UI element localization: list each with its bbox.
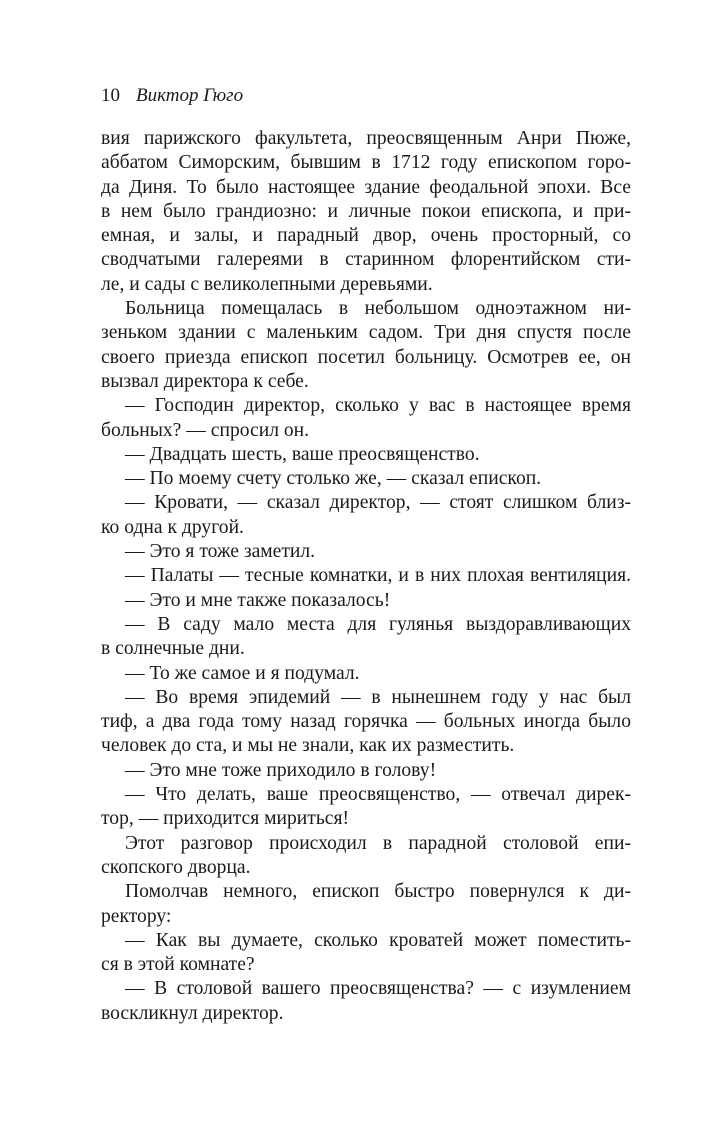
text-line: сводчатыми галереями в старинном флорентийском сти- xyxy=(101,249,631,271)
running-head xyxy=(101,84,243,108)
text-line: емная, и залы, и парадный двор, очень просторный, со xyxy=(101,225,631,247)
text-line: зеньком здании с маленьким садом. Три дня спустя после xyxy=(101,322,631,344)
author-name: Виктор Гюго xyxy=(136,85,244,106)
text-line: да Диня. То было настоящее здание феодальной эпохи. Все xyxy=(101,176,631,198)
text-line: воскликнул директор. xyxy=(101,1002,284,1024)
text-line: — По моему счету столько же, — сказал епископ. xyxy=(125,468,542,490)
text-line: больных? — спросил он. xyxy=(101,419,310,441)
text-line: — Во время эпидемий — в нынешнем году у нас был xyxy=(125,686,631,708)
text-line: Больница помещалась в небольшом одноэтажном ни- xyxy=(125,298,631,320)
text-line: ко одна к другой. xyxy=(101,516,244,538)
text-line: тиф, а два года тому назад горячка — больных иногда было xyxy=(101,711,631,733)
text-line: в солнечные дни. xyxy=(101,638,245,660)
text-line: — Палаты — тесные комнатки, и в них плохая вентиляция. xyxy=(125,565,631,587)
text-line: — Господин директор, сколько у вас в настоящее время xyxy=(125,395,631,417)
text-line: вия парижского факультета, преосвященным Анри Пюже, xyxy=(101,128,631,149)
text-line: тор, — приходится мириться! xyxy=(101,808,350,830)
text-line: аббатом Симорским, бывшим в 1712 году епископом горо- xyxy=(101,152,631,174)
text-line: — Это и мне также показалось! xyxy=(125,589,391,611)
text-line: — Как вы думаете, сколько кроватей может поместить- xyxy=(125,929,631,951)
text-line: — Кровати, — сказал директор, — стоят слишком близ- xyxy=(125,492,631,514)
text-line: ректору: xyxy=(101,905,172,927)
text-line: — Что делать, ваше преосвященство, — отвечал дирек- xyxy=(125,784,631,806)
text-line: — Это мне тоже приходило в голову! xyxy=(125,759,437,781)
body-text xyxy=(101,127,631,1026)
page-number: 10 xyxy=(101,85,120,106)
text-line: вызвал директора к себе. xyxy=(101,370,309,392)
text-line: — В столовой вашего преосвященства? — с изумлением xyxy=(125,978,631,1000)
text-line: — То же самое и я подумал. xyxy=(125,662,360,684)
text-line: скопского дворца. xyxy=(101,856,251,878)
text-line: — Двадцать шесть, ваше преосвященство. xyxy=(125,443,480,465)
text-line: ся в этой комнате? xyxy=(101,954,255,976)
text-line: — В саду мало места для гулянья выздоравливающих xyxy=(125,613,631,635)
text-line: в нем было грандиозно: и личные покои епископа, и при- xyxy=(101,200,631,222)
text-line: Помолчав немного, епископ быстро повернулся к ди- xyxy=(125,881,631,903)
text-line: человек до ста, и мы не знали, как их разместить. xyxy=(101,735,515,757)
text-line: своего приезда епископ посетил больницу. Осмотрев ее, он xyxy=(101,346,631,368)
text-line: — Это я тоже заметил. xyxy=(125,541,316,563)
text-line: ле, и сады с великолепными деревьями. xyxy=(101,273,433,295)
text-line: Этот разговор происходил в парадной столовой епи- xyxy=(125,832,631,854)
